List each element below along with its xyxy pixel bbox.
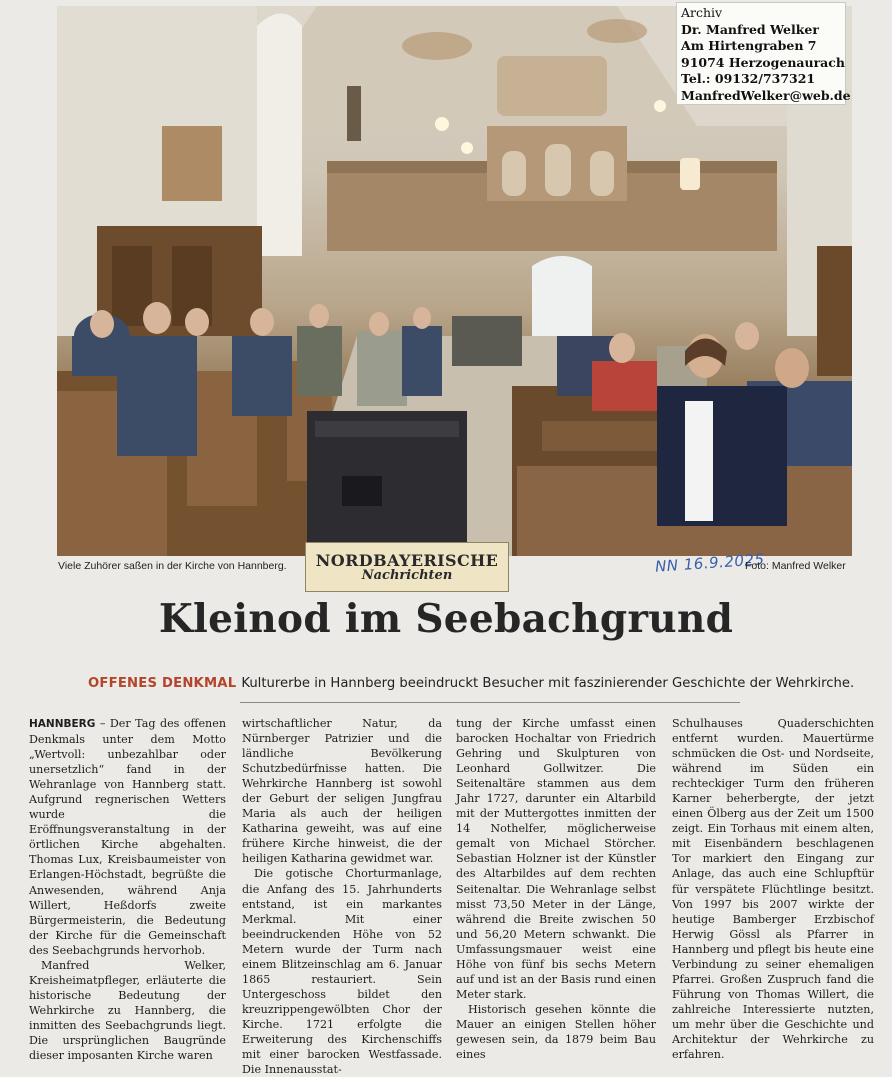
archive-city: 91074 Herzogenaurach [681, 54, 845, 70]
article-paragraph: Die gotische Chorturmanlage, die Anfang des 15. Jahrhunderts entstand, ist ein markantes Merkmal. Mit einer beeindruckenden Höhe von 52 Metern wurde der Turm nach einem Blitzeinschlag am 6. Januar 1865 restauriert. Sein Untergeschoss bildet den kreuzrippengewölbten Chor der Kirche. 1721 erfolgte die Erweiterung des Kirchenschiffs mit einer barocken Westfassade. Die Innenausstat- [242, 867, 442, 1077]
article-paragraph: wirtschaftlicher Natur, da Nürnberger Patrizier und die ländliche Bevölkerung Schutzbedürfnisse hatten. Die Wehrkirche Hannberg ist sowohl der Geburt der seligen Jungfrau Maria als auch der heiligen Katharina geweiht, was auf eine frühere Kirche hinweist, die der heiligen Katharina gewidmet war. [242, 717, 442, 866]
subheadline-divider [240, 702, 740, 703]
newspaper-logo [305, 542, 509, 592]
article-text: – Der Tag des offenen Denkmals unter dem Motto „Wertvoll: unbezahlbar oder unersetzlich“ fand in der Wehranlage von Hannberg statt. Aufgrund regnerischen Wetters wurde die Eröffnungsveranstaltung in der örtlichen Kirche abgehalten. Thomas Lux, Kreisbaumeister von Erlangen-Höchstadt, begrüßte die Anwesenden, während Anja Willert, Heßdorfs zweite Bürgermeisterin, die Bedeutung der Kirche für die Gemeinschaft des Seebachgrunds hervorhob. [29, 717, 226, 957]
archive-street: Am Hirtengraben 7 [681, 38, 817, 53]
article-column-2 [242, 716, 442, 1077]
article-paragraph: tung der Kirche umfasst einen barocken Hochaltar von Friedrich Gehring und Skulpturen von Leonhard Gollwitzer. Die Seitenaltäre stammen aus dem Jahr 1727, darunter ein Altarbild mit der Muttergottes inmitten der 14 Nothelfer, möglicherweise gemalt von Michael Störcher. Sebastian Holzner ist der Künstler des Altarbildes auf dem rechten Seitenaltar. Die Wehranlage selbst misst 73,50 Meter in der Länge, während die Breite zwischen 50 und 56,20 Metern schwankt. Die Umfassungsmauer weist eine Höhe von fünf bis sechs Metern auf und ist an der Basis rund einen Meter stark. [456, 717, 656, 1001]
article-column-3 [456, 716, 656, 1062]
archive-owner-name: Dr. Manfred Welker [681, 21, 819, 37]
article-paragraph: Manfred Welker, Kreisheimatpfleger, erläuterte die historische Bedeutung der Wehrkirche zu Hannberg, die inmitten des Seebachgrunds liegt. Die ursprünglichen Baugründe dieser imposanten Kirche waren [29, 958, 226, 1063]
article-subheadline-row [88, 676, 855, 691]
article-subheadline: Kulturerbe in Hannberg beeindruckt Besucher mit faszinierender Geschichte der Wehrkirche. [241, 676, 855, 691]
article-dateline: HANNBERG [29, 718, 96, 730]
newspaper-logo-line1: NORDBAYERISCHE [315, 551, 499, 570]
archive-phone: Tel.: 09132/737321 [681, 71, 816, 86]
archive-email: ManfredWelker@web.de [681, 87, 851, 103]
article-paragraph [29, 716, 226, 958]
handwritten-date-annotation: NN 16.9.2025 [654, 550, 766, 576]
photo-caption: Viele Zuhörer saßen in der Kirche von Hannberg. [58, 560, 287, 572]
article-column-4 [672, 716, 874, 1062]
article-paragraph: Schulhauses Quaderschichten entfernt wurden. Mauertürme schmücken die Ost- und Nordseite, während im Süden ein rechteckiger Turm den früheren Karner beherbergte, der jetzt einen Ölberg aus der Zeit um 1500 zeigt. Ein Torhaus mit einem alten, mit Eisenbändern beschlagenen Tor markiert den Eingang zur Anlage, das auch eine Schlupftür für verspätete Flüchtlinge besitzt. Von 1997 bis 2007 wirkte der heutige Bamberger Erzbischof Herwig Gössl als Pfarrer in Hannberg und pflegt bis heute eine Verbindung zu seiner ehemaligen Pfarrei. Großen Zuspruch fand die Führung von Thomas Willert, die zahlreiche Interessierte nutzten, um mehr über die Geschichte und Architektur der Wehrkirche zu erfahren. [672, 717, 874, 1062]
photo-credit: Foto: Manfred Welker [745, 560, 846, 572]
newspaper-logo-line2: Nachrichten [361, 568, 453, 583]
article-headline: Kleinod im Seebachgrund [158, 596, 734, 642]
archive-address-stamp [676, 2, 851, 105]
article-paragraph: Historisch gesehen könnte die Mauer an einigen Stellen höher gewesen sein, da 1879 beim Bau eines [456, 1002, 656, 1062]
article-column-1 [29, 716, 226, 1063]
archive-label: Archiv [681, 5, 723, 20]
article-kicker: OFFENES DENKMAL [88, 676, 237, 691]
